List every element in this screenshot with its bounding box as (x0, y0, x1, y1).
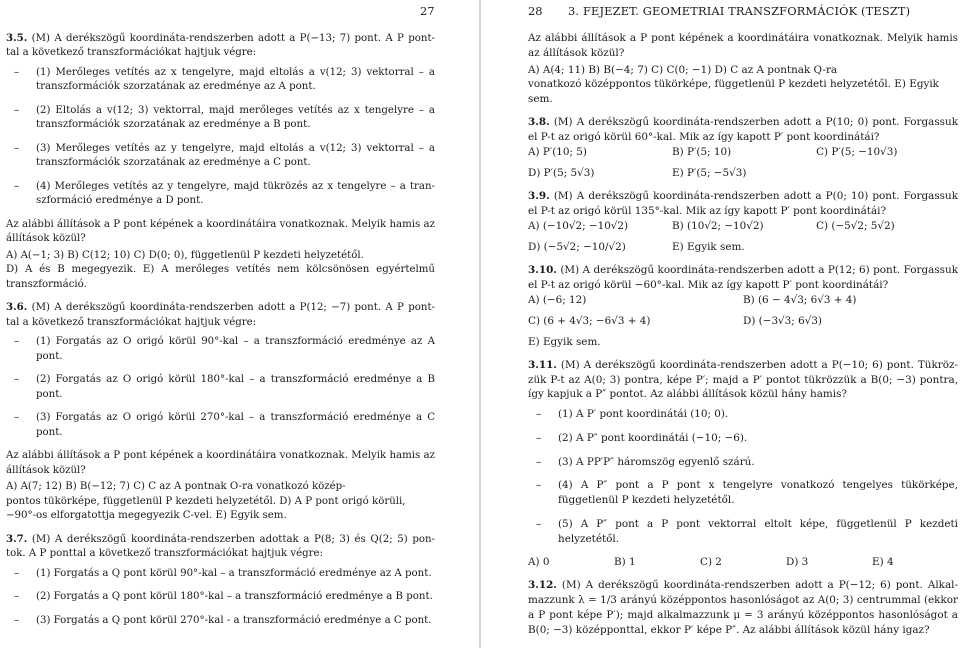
problem-3-12 (528, 578, 958, 637)
problem-intro: (M) A derékszögű koordináta-rendszerben adott a P(−13; 7) pont. A P pont-tal a következő transzformációkat hajtjuk végre: (6, 33, 435, 59)
answer-option: B) (6 − 4√3; 6√3 + 4) (743, 294, 857, 307)
answer-option: E) 4 (872, 556, 894, 569)
answer-option: E) Egyik sem. (528, 336, 601, 349)
answer-row (528, 293, 958, 308)
left-column (6, 31, 435, 637)
problem-3-10 (528, 263, 958, 350)
answer-option: A) (−6; 12) (528, 294, 587, 307)
list-item-text: (2) Forgatás az O origó körül 180°-kal – a transzformáció eredménye a B pont. (36, 374, 435, 400)
answer-options (6, 480, 435, 523)
problem-3-7 (6, 532, 435, 628)
problem-intro: (M) A derékszögű koordináta-rendszerben adott a P(10; 0) pont. Forgassuk el P-t az origó körül 60°-kal. Mik az így kapott P′ pont koordinátái? (528, 115, 958, 143)
list-item-text: (2) A P″ pont koordinátái (−10; −6). (558, 431, 748, 444)
problem-number: 3.11. (528, 358, 557, 371)
right-column (528, 31, 958, 645)
answer-line: D) A és B megegyezik. E) A merőleges vetítés nem kölcsönösen egyértelmű transzformáció. (6, 264, 435, 290)
problem-3-8 (528, 115, 958, 181)
list-item-text: (1) A P′ pont koordinátái (10; 0). (558, 408, 729, 421)
problem-3-7-continued (528, 31, 958, 107)
list-item: – (2) Forgatás a Q pont körül 180°-kal – a transzformáció eredménye a B pont. (14, 591, 433, 603)
answer-row (528, 166, 958, 181)
list-item-text: (1) Forgatás az O origó körül 90°-kal – a transzformáció eredménye az A pont. (36, 336, 435, 362)
right-page (480, 0, 960, 648)
problem-3-9 (528, 189, 958, 255)
answer-option: B) 1 (614, 556, 636, 569)
list-item-text: (1) Merőleges vetítés az x tengelyre, majd eltolás a v(12; 3) vektorral – a transzformációk szorzatának az eredménye az A pont. (36, 66, 435, 93)
answer-row (528, 145, 958, 160)
problem-number: 3.9. (528, 189, 550, 202)
answer-row (528, 240, 958, 255)
answer-option: C) (6 + 4√3; −6√3 + 4) (528, 315, 651, 328)
list-item-text: (2) Eltolás a v(12; 3) vektorral, majd merőleges vetítés az x tengelyre – a transzformációk szorzatának az eredménye a B pont. (36, 104, 435, 131)
list-item: – (2) A P″ pont koordinátái (−10; −6). (536, 431, 748, 444)
answer-line: A) A(7; 12) B) B(−12; 7) C) C az A pontnak O-ra vonatkozó közép- (6, 481, 346, 493)
answer-line: pontos tükörképe, függetlenül P kezdeti helyzetétől. D) A P pont origó körüli, (6, 495, 406, 507)
answer-line: A) A(−1; 3) B) C(12; 10) C) D(0; 0), függetlenül P kezdeti helyzetétől. (6, 249, 364, 261)
answer-option: A) 0 (528, 556, 550, 569)
answer-option: D) P′(5; 5√3) (528, 167, 595, 180)
list-item: – (1) A P′ pont koordinátái (10; 0). (536, 408, 729, 421)
list-item: – (5) A P″ pont a P pont vektorral eltolt képe, függetlenül P kezdeti helyzetétől. (536, 517, 958, 545)
answer-row (528, 219, 958, 234)
answer-option: C) P′(5; −10√3) (816, 146, 898, 159)
problem-number: 3.10. (528, 263, 557, 276)
problem-question: Az alábbi állítások a P pont képének a koordinátáira vonatkoznak. Melyik hamis az állítások közül? (6, 450, 435, 476)
answer-row (528, 555, 958, 570)
problem-number: 3.6. (6, 301, 28, 314)
answer-line: vonatkozó középpontos tükörképe, függetlenül P kezdeti helyzetétől. E) Egyik (528, 78, 939, 91)
list-item: – (1) Forgatás a Q pont körül 90°-kal – a transzformáció eredménye az A pont. (14, 567, 432, 579)
list-item: – (3) Forgatás az O origó körül 270°-kal – a transzformáció eredménye a C pont. (14, 412, 435, 438)
answer-line: sem. (528, 93, 553, 106)
answer-option: D) (−5√2; −10/√2) (528, 241, 626, 254)
list-item: – (2) Eltolás a v(12; 3) vektorral, majd merőleges vetítés az x tengelyre – a transzformációk szorzatának az eredménye a B pont. (14, 104, 435, 131)
answer-options (6, 249, 435, 292)
list-item-text: (1) Forgatás a Q pont körül 90°-kal – a transzformáció eredménye az A pont. (36, 567, 432, 579)
problem-question: Az alábbi állítások a P pont képének a koordinátáira vonatkoznak. Melyik hamis az állítások közül? (528, 32, 958, 59)
list-item-text: (5) A P″ pont a P pont vektorral eltolt képe, függetlenül P kezdeti helyzetétől. (558, 517, 958, 545)
problem-number: 3.8. (528, 115, 550, 128)
answer-option: E) Egyik sem. (672, 241, 745, 254)
list-item: – (1) Merőleges vetítés az x tengelyre, majd eltolás a v(12; 3) vektorral – a transzformációk szorzatának az eredménye az A pont. (14, 66, 435, 93)
answer-option: E) P′(5; −5√3) (672, 167, 747, 180)
problem-intro: (M) A derékszögű koordináta-rendszerben adott a P(0; 10) pont. Forgassuk el P-t az origó körül 135°-kal. Mik az így kapott P′ pont koordinátái? (528, 189, 958, 217)
problem-3-5 (6, 31, 435, 292)
answer-line: −90°-os elforgatottja megegyezik C-vel. E) Egyik sem. (6, 510, 287, 522)
problem-3-11 (528, 358, 958, 570)
list-item: – (4) A P″ pont a P pont x tengelyre vonatkozó tengelyes tükörképe, függetlenül P kezdeti helyzetétől. (536, 479, 958, 507)
list-item: – (3) Forgatás a Q pont körül 270°-kal - a transzformáció eredménye a C pont. (14, 614, 432, 626)
answer-option: C) (−5√2; 5√2) (816, 220, 895, 233)
problem-intro: (M) A derékszögű koordináta-rendszerben adott a P(12; 6) pont. Forgassuk el P-t az origó körül −60°-kal. Mik az így kapott P′ pont koordinátái? (528, 263, 958, 291)
answer-row (528, 314, 958, 329)
list-item-text: (3) Forgatás a Q pont körül 270°-kal - a transzformáció eredménye a C pont. (36, 614, 432, 626)
running-head: 3. FEJEZET. GEOMETRIAI TRANSZFORMÁCIÓK (TESZT) (568, 4, 911, 18)
list-item-text: (2) Forgatás a Q pont körül 180°-kal – a transzformáció eredménye a B pont. (36, 591, 433, 603)
list-item: – (3) A PP′P″ háromszög egyenlő szárú. (536, 455, 755, 468)
list-item-text: (4) Merőleges vetítés az y tengelyre, majd tükrözés az x tengelyre – a tran-szformáció eredménye a D pont. (36, 180, 435, 207)
list-item-text: (3) Merőleges vetítés az y tengelyre, majd eltolás a v(12; 3) vektorral – a transzformációk szorzatának az eredménye a C pont. (36, 142, 435, 169)
answer-option: A) P′(10; 5) (528, 146, 587, 159)
answer-option: B) P′(5; 10) (672, 146, 732, 159)
list-item-text: (3) A PP′P″ háromszög egyenlő szárú. (558, 455, 755, 468)
page-number-right: 28 (528, 4, 543, 18)
list-item: – (4) Merőleges vetítés az y tengelyre, majd tükrözés az x tengelyre – a tran-szformáció eredménye a D pont. (14, 180, 435, 207)
answer-option: D) 3 (786, 556, 809, 569)
problem-intro: (M) A derékszögű koordináta-rendszerben adott a P(−12; 6) pont. Alkal-mazzunk λ = 1/3 arányú középpontos hasonlóságot az A(0; 3) centrummal (ekkor a P pont képe P′); majd alkalmazzunk μ = 3 arányú középpontos hasonlóságot a B(0; −3) középponttal, ekkor P′ képe P″. Az alábbi állítások közül hány igaz? (528, 579, 958, 636)
problem-question: Az alábbi állítások a P pont képének a koordinátáira vonatkoznak. Melyik hamis az állítások közül? (6, 218, 435, 245)
list-item: – (1) Forgatás az O origó körül 90°-kal – a transzformáció eredménye az A pont. (14, 336, 435, 362)
problem-3-6 (6, 300, 435, 523)
answer-option: C) 2 (700, 556, 722, 569)
answer-option: D) (−3√3; 6√3) (743, 315, 822, 328)
problem-intro: (M) A derékszögű koordináta-rendszerben adottak a P(8; 3) és Q(2; 5) pon-tok. A P ponttal a következő transzformációkat hajtjuk végre: (6, 533, 435, 560)
list-item-text: (3) Forgatás az O origó körül 270°-kal – a transzformáció eredménye a C pont. (36, 412, 435, 438)
answer-line: A) A(4; 11) B) B(−4; 7) C) C(0; −1) D) C az A pontnak Q-ra (528, 63, 838, 76)
answer-options (528, 63, 958, 107)
answer-option: A) (−10√2; −10√2) (528, 220, 629, 233)
problem-number: 3.12. (528, 579, 557, 592)
list-item: – (2) Forgatás az O origó körül 180°-kal – a transzformáció eredménye a B pont. (14, 374, 435, 400)
problem-number: 3.5. (6, 32, 28, 44)
problem-number: 3.7. (6, 532, 28, 545)
page-number-left: 27 (420, 4, 435, 18)
answer-option: B) (10√2; −10√2) (672, 220, 764, 233)
list-item: – (3) Merőleges vetítés az y tengelyre, majd eltolás a v(12; 3) vektorral – a transzformációk szorzatának az eredménye a C pont. (14, 142, 435, 169)
list-item-text: (4) A P″ pont a P pont x tengelyre vonatkozó tengelyes tükörképe, függetlenül P kezdeti helyzetétől. (558, 479, 958, 507)
problem-intro: (M) A derékszögű koordináta-rendszerben adott a P(12; −7) pont. A P pont-tal a következő transzformációkat hajtjuk végre: (6, 302, 435, 328)
problem-intro: (M) A derékszögű koordináta-rendszerben adott a P(−10; 6) pont. Tükröz-zük P-t az A(0; 3) pontra, képe P′; majd a P′ pontot tükrözzük a B(0; −3) pontra, így kapjuk a P″ pontot. Az alábbi állítások közül hány hamis? (528, 358, 958, 401)
